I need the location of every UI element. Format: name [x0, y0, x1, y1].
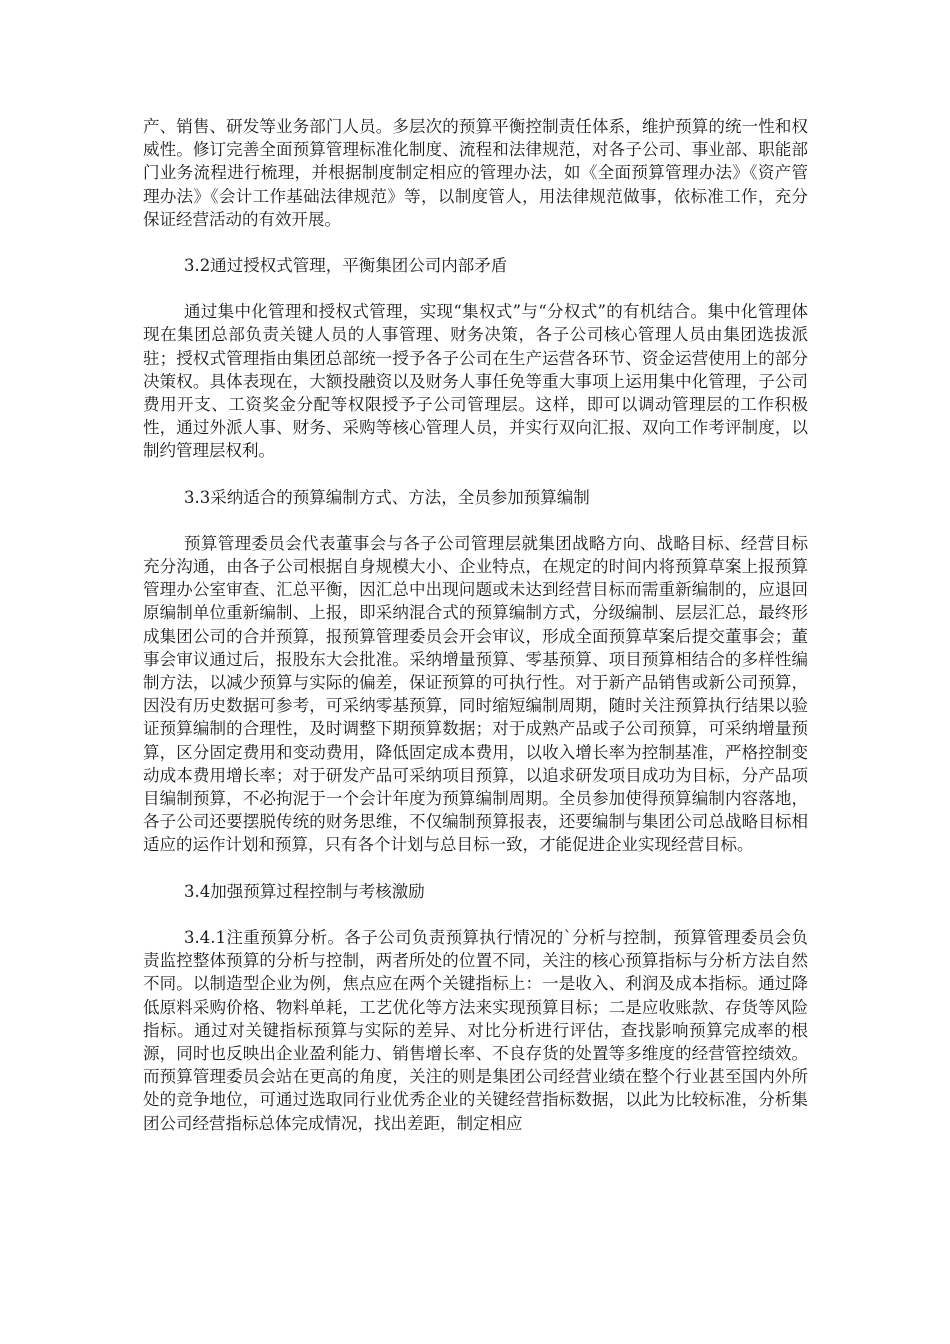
paragraph-4: 3.4.1注重预算分析。各子公司负责预算执行情况的`分析与控制，预算管理委员会负责监控整体预算的分析与控制，两者所处的位置不同，关注的核心预算指标与分析方法自然不同。以制造型企业为例，焦点应在两个关键指标上：一是收入、利润及成本指标。通过降低原料采购价格、物料单耗，工艺优化等方法来实现预算目标；二是应收账款、存货等风险指标。通过对关键指标预算与实际的差异、对比分析进行评估，查找影响预算完成率的根源，同时也反映出企业盈利能力、销售增长率、不良存货的处置等多维度的经营管控绩效。而预算管理委员会站在更高的角度，关注的则是集团公司经营业绩在整个行业甚至国内外所处的竞争地位，可通过选取同行业优秀企业的关键经营指标数据，以此为比较标准，分析集团公司经营指标总体完成情况，找出差距，制定相应 — [143, 927, 808, 1133]
spacer — [143, 463, 808, 486]
section-heading-3-2: 3.2通过授权式管理，平衡集团公司内部矛盾 — [184, 256, 508, 276]
paragraph-3: 预算管理委员会代表董事会与各子公司管理层就集团战略方向、战略目标、经营目标充分沟通，由各子公司根据自身规模大小、企业特点，在规定的时间内将预算草案上报预算管理办公室审查、汇总平衡，因汇总中出现问题或未达到经营目标而需重新编制的，应退回原编制单位重新编制、上报，即采纳混合式的预算编制方式，分级编制、层层汇总，最终形成集团公司的合并预算，报预算管理委员会开会审议，形成全面预算草案后提交董事会；董事会审议通过后，报股东大会批准。采纳增量预算、零基预算、项目预算相结合的多样性编制方法，以减少预算与实际的偏差，保证预算的可执行性。对于新产品销售或新公司预算，因没有历史数据可参考，可采纳零基预算，同时缩短编制周期，随时关注预算执行结果以验证预算编制的合理性，及时调整下期预算数据；对于成熟产品或子公司预算，可采纳增量预算，区分固定费用和变动费用，降低固定成本费用，以收入增长率为控制基准，严格控制变动成本费用增长率；对于研发产品可采纳项目预算，以追求研发项目成功为目标，分产品项目编制预算，不必拘泥于一个会计年度为预算编制周期。全员参加使得预算编制内容落地，各子公司还要摆脱传统的财务思维，不仅编制预算报表，还要编制与集团公司总战略目标相适应的运作计划和预算，只有各个计划与总目标一致，才能促进企业实现经营目标。 — [143, 533, 808, 855]
paragraph-2: 通过集中化管理和授权式管理，实现“集权式”与“分权式”的有机结合。集中化管理体现在集团总部负责关键人员的人事管理、财务决策，各子公司核心管理人员由集团选拔派驻；授权式管理指由集团总部统一授予各子公司在生产运营各环节、资金运营使用上的部分决策权。具体表现在，大额投融资以及财务人事任免等重大事项上运用集中化管理，子公司费用开支、工资奖金分配等权限授予子公司管理层。这样，即可以调动管理层的工作积极性，通过外派人事、财务、采购等核心管理人员，并实行双向汇报、双向工作考评制度，以制约管理层权利。 — [143, 302, 808, 461]
spacer — [143, 277, 808, 300]
section-heading-3-4: 3.4加强预算过程控制与考核激励 — [184, 881, 425, 901]
spacer — [143, 509, 808, 532]
paragraph-1: 产、销售、研发等业务部门人员。多层次的预算平衡控制责任体系，维护预算的统一性和权威性。修订完善全面预算管理标准化制度、流程和法律规范，对各子公司、事业部、职能部门业务流程进行梳理，并根据制度制定相应的管理办法，如《全面预算管理办法》《资产管理办法》《会计工作基础法律规范》等，以制度管人，用法律规范做事，依标准工作，充分保证经营活动的有效开展。 — [143, 117, 808, 229]
spacer — [143, 231, 808, 254]
document-body — [143, 115, 808, 1135]
spacer — [143, 857, 808, 880]
section-heading-3-3: 3.3采纳适合的预算编制方式、方法，全员参加预算编制 — [184, 487, 590, 507]
spacer — [143, 903, 808, 926]
